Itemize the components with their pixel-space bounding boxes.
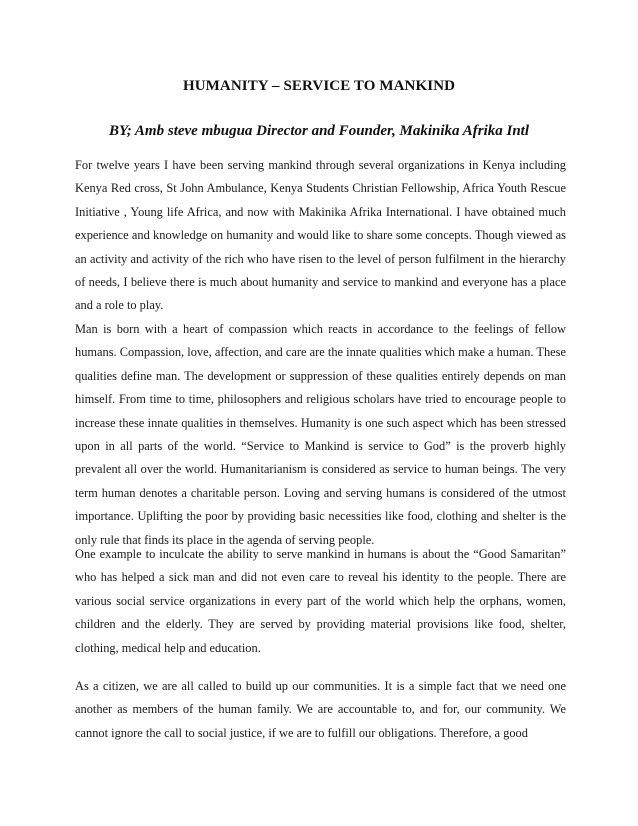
paragraph-4: As a citizen, we are all called to build up our communities. It is a simple fact that we need one another as members of the human family. We are accountable to, and for, our community. We cannot ignore the call to social justice, if we are to fulfill our obligations. Therefore, a good — [75, 679, 566, 740]
paragraph-3: One example to inculcate the ability to serve mankind in humans is about the “Good Samaritan” who has helped a sick man and did not even care to reveal his identity to the people. There are various social service organizations in every part of the world which help the orphans, women, children and the elderly. They are served by providing material provisions like food, shelter, clothing, medical help and education. — [75, 547, 566, 655]
paragraph-1: For twelve years I have been serving mankind through several organizations in Kenya including Kenya Red cross, St John Ambulance, Kenya Students Christian Fellowship, Africa Youth Rescue Initiative , Young life Africa, and now with Makinika Afrika International. I have obtained much experience and knowledge on humanity and would like to share some concepts. Though viewed as an activity and activity of the rich who have risen to the level of person fulfilment in the hierarchy of needs, I believe there is much about humanity and service to mankind and everyone has a place and a role to play. — [75, 158, 566, 313]
paragraph-2: Man is born with a heart of compassion which reacts in accordance to the feelings of fellow humans. Compassion, love, affection, and care are the innate qualities which make a human. These qualities define man. The development or suppression of these qualities entirely depends on man himself. From time to time, philosophers and religious scholars have tried to encourage people to increase these innate qualities in themselves. Humanity is one such aspect which has been stressed upon in all parts of the world. “Service to Mankind is service to God” is the proverb highly prevalent all over the world. Humanitarianism is considered as service to human beings. The very term human denotes a charitable person. Loving and serving humans is considered of the utmost importance. Uplifting the poor by providing basic necessities like food, clothing and shelter is the only rule that finds its place in the agenda of serving people. — [75, 322, 566, 547]
author-byline: BY; Amb steve mbugua Director and Founder, Makinika Afrika Intl — [108, 123, 530, 139]
document-title: HUMANITY – SERVICE TO MANKIND — [182, 78, 456, 94]
